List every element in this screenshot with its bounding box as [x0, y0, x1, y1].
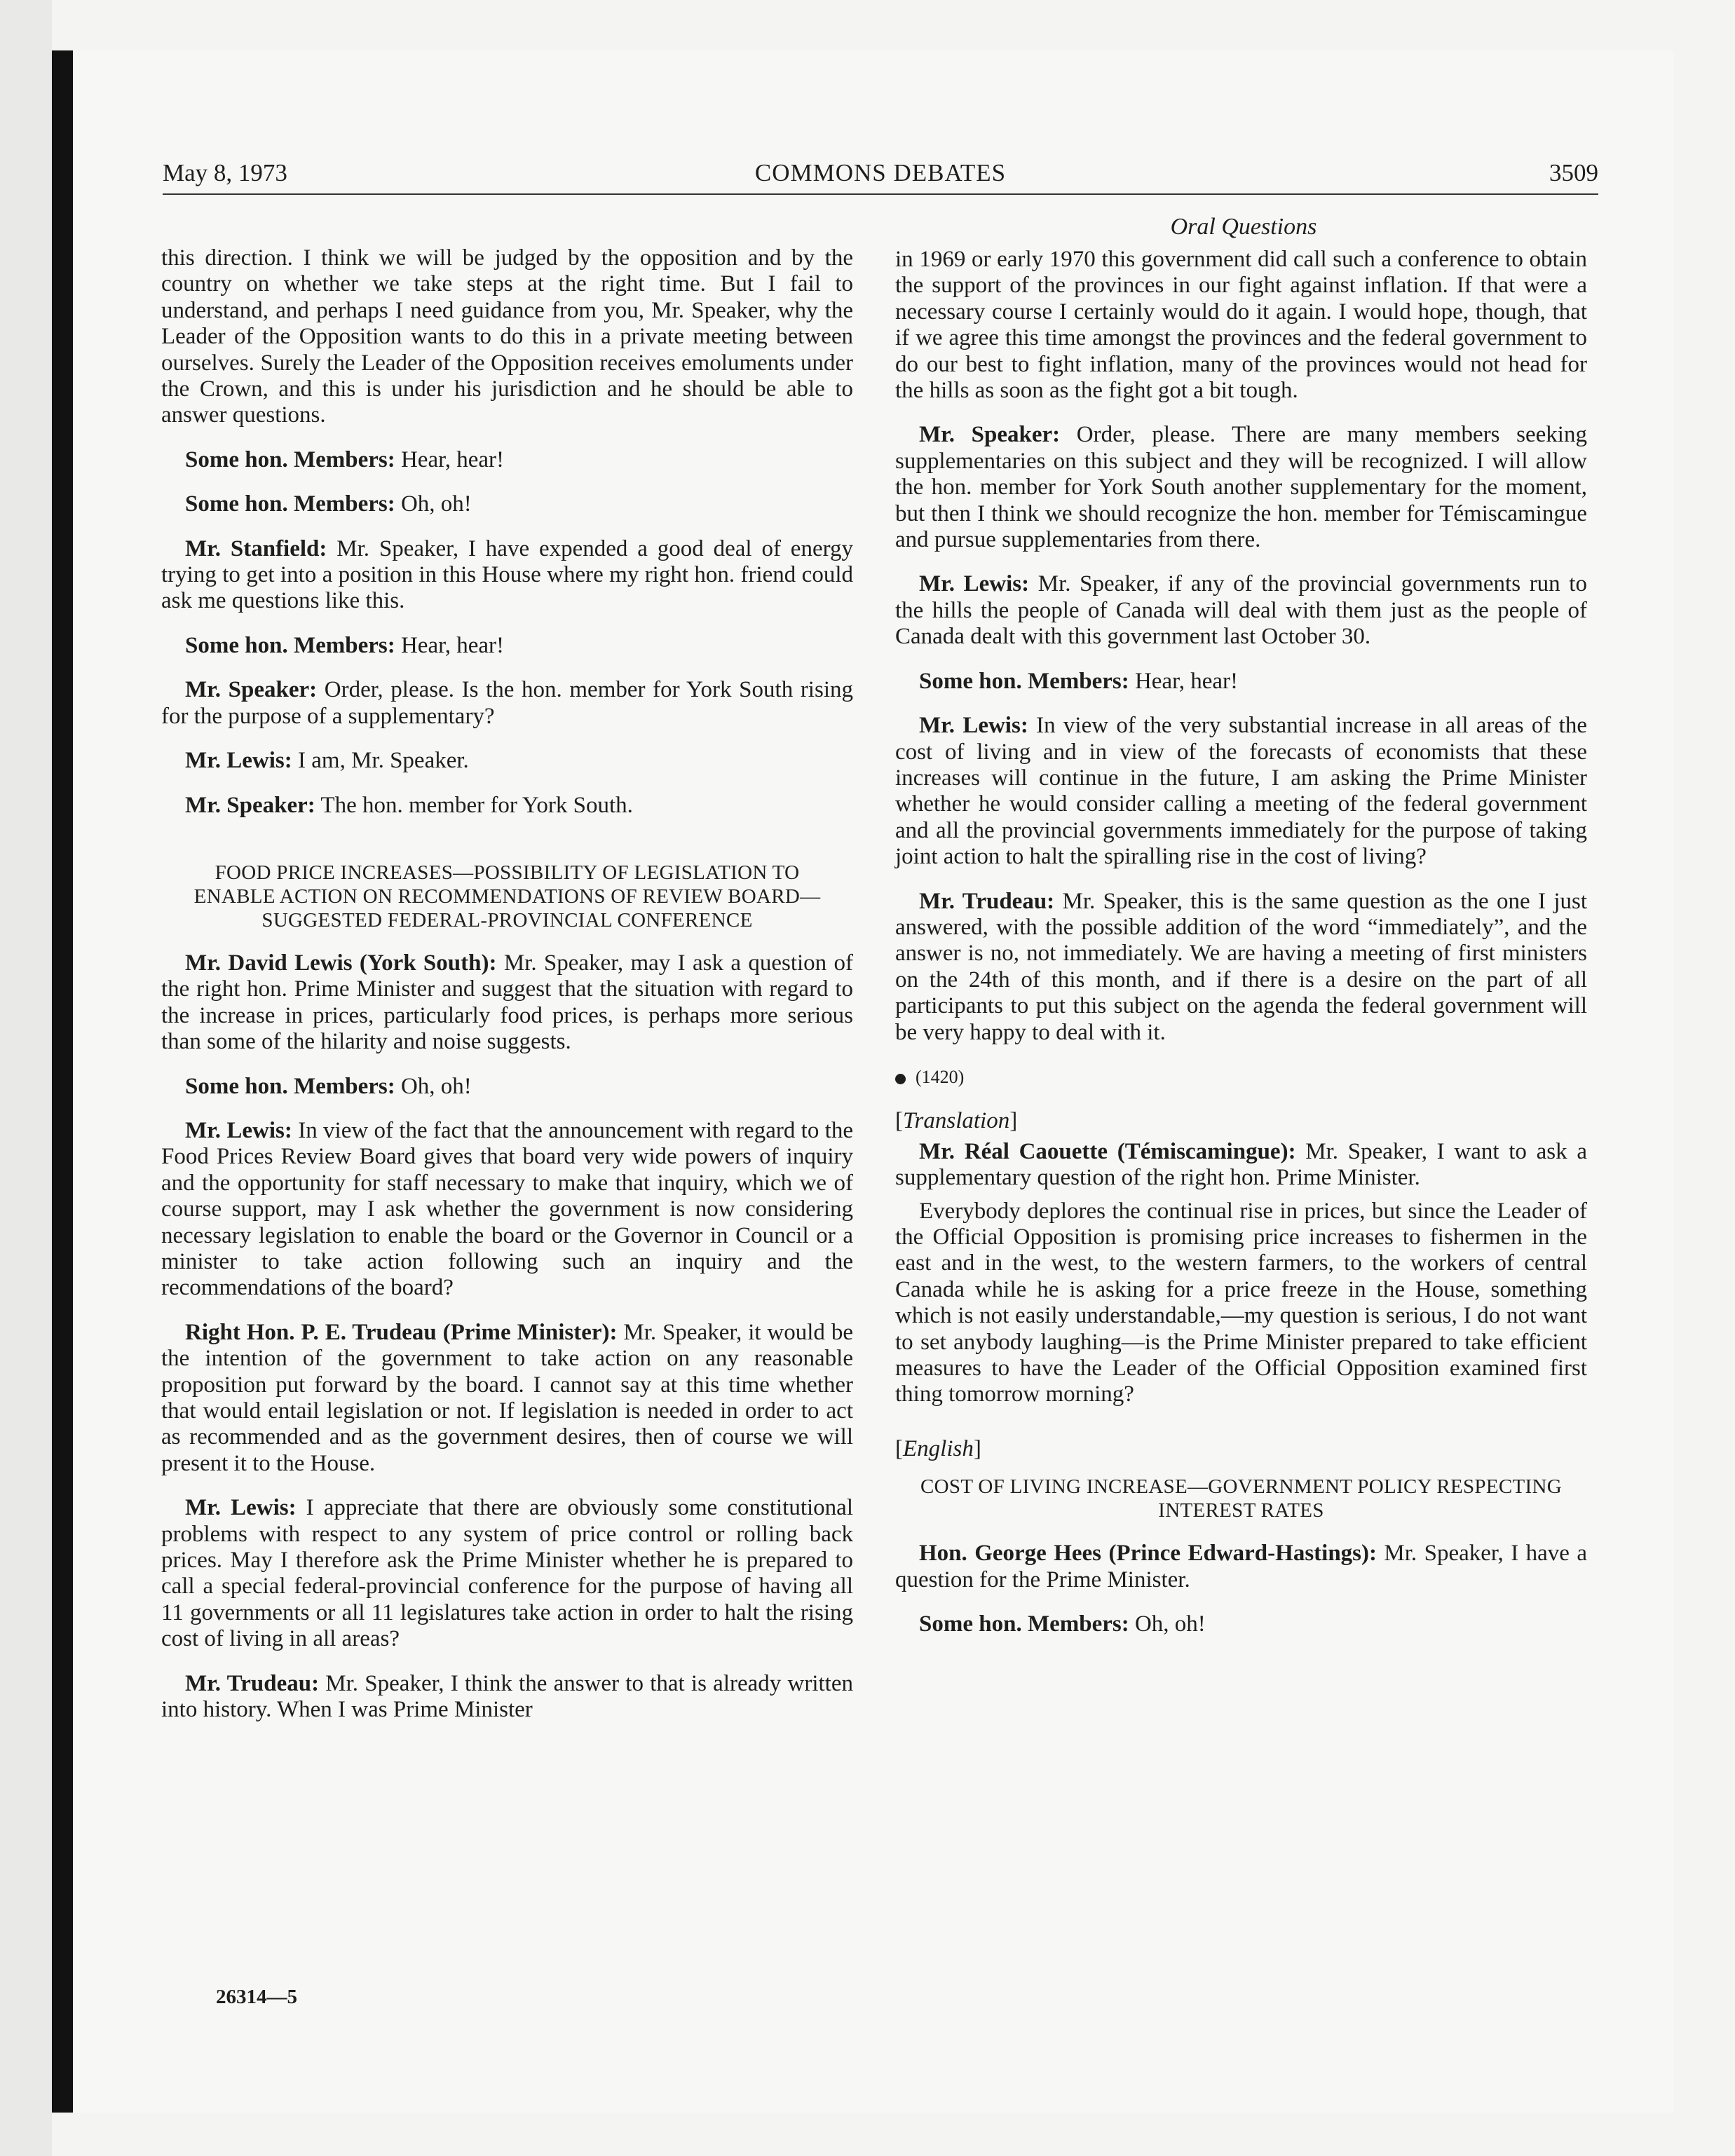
speech-text: Mr. Speaker, if any of the provincial governments run to the hills the people of Canada will deal with them just as the people of Canada dealt with this government last October 30. — [895, 571, 1587, 650]
translation-tag-text: Translation — [903, 1108, 1010, 1134]
speaker-name: Mr. Trudeau: — [185, 1670, 320, 1696]
left-column — [161, 245, 853, 1741]
bullet-dot-icon — [895, 1074, 906, 1084]
speaker-name: Mr. Speaker: — [919, 422, 1061, 448]
paragraph — [161, 1495, 853, 1652]
paragraph — [161, 1074, 853, 1100]
paragraph — [895, 1611, 1587, 1637]
speech-text: Oh, oh! — [395, 1073, 472, 1099]
header-page-number: 3509 — [1549, 159, 1598, 186]
paragraph — [161, 1320, 853, 1477]
speech-text: Mr. Speaker, this is the same question as the one I just answered, with the possible addition of the word “immediately”, and the answer is no, not immediately. We are having a meeting of first ministers on the 24th of this month, and if there is a desire on the part of all participants to put this subject on the agenda the federal government will be very happy to deal with it. — [895, 888, 1587, 1045]
speech-text: Mr. Speaker, I have a question for the Prime Minister. — [895, 1541, 1587, 1592]
paragraph: this direction. I think we will be judged by the opposition and by the country on whether we take steps at the right time. But I fail to understand, and perhaps I need guidance from you, Mr. Speaker, why the Leader of the Opposition wants to do this in a private meeting between ourselves. Surely the Leader of the Opposition receives emoluments under the Crown, and this is under his jurisdiction and he should be able to answer questions. — [161, 245, 853, 428]
speech-text: Mr. Speaker, I think the answer to that is already written into history. When I was Prime Minister — [161, 1670, 853, 1723]
speech-text: Mr. Speaker, I want to ask a supplementary question of the right hon. Prime Minister. — [895, 1138, 1587, 1191]
speaker-name: Mr. Speaker: — [185, 677, 318, 703]
speech-text: Mr. Speaker, it would be the intention of the government to take action on any reasonable proposition put forward by the board. I cannot say at this time whether that would entail legislation or not. If legislation is needed in order to act as recommended and as the government desires, then of course we will present it to the House. — [161, 1319, 853, 1476]
speech-text: Hear, hear! — [395, 632, 505, 658]
scan-binding-shadow — [52, 50, 73, 2113]
speaker-name: Some hon. Members: — [919, 1611, 1129, 1637]
paragraph: Everybody deplores the continual rise in prices, but since the Leader of the Official Opposition is promising price increases to fishermen in the east and in the west, to the western farmers, to the workers of central Canada while he is asking for a price freeze in the House, something which is not easily understandable,—my question is serious, I do not want to set anybody laughing—is the Prime Minister prepared to take efficient measures to have the Leader of the Official Opposition examined first thing tomorrow morning? — [895, 1198, 1587, 1407]
speech-text: I am, Mr. Speaker. — [292, 748, 469, 774]
speaker-name: Mr. Lewis: — [919, 713, 1028, 739]
paragraph — [895, 669, 1587, 695]
paragraph — [895, 713, 1587, 870]
section-heading: COST OF LIVING INCREASE—GOVERNMENT POLICY RESPECTING INTEREST RATES — [920, 1475, 1562, 1522]
paragraph — [161, 950, 853, 1056]
speaker-name: Some hon. Members: — [185, 1073, 395, 1099]
speaker-name: Mr. Lewis: — [185, 1495, 297, 1521]
paragraph — [161, 677, 853, 730]
speaker-name: Mr. Lewis: — [185, 1117, 292, 1143]
section-heading: FOOD PRICE INCREASES—POSSIBILITY OF LEGISLATION TO ENABLE ACTION ON RECOMMENDATIONS OF REVIEW BOARD—SUGGESTED FEDERAL-PROVINCIAL CONFERENCE — [193, 861, 821, 932]
speaker-name: Some hon. Members: — [919, 668, 1129, 694]
paragraph — [161, 1118, 853, 1302]
speaker-name: Some hon. Members: — [185, 632, 395, 658]
speaker-name: Mr. Trudeau: — [919, 888, 1055, 914]
translation-tag: [Translation] — [895, 1108, 1018, 1134]
paragraph — [161, 491, 853, 517]
speaker-name: Some hon. Members: — [185, 446, 395, 472]
speaker-name: Hon. George Hees (Prince Edward-Hastings): — [919, 1541, 1377, 1567]
speaker-name: Mr. Lewis: — [919, 571, 1030, 597]
speech-text: Mr. Speaker, I have expended a good deal of energy trying to get into a position in this House where my right hon. friend could ask me questions like this. — [161, 535, 853, 614]
speaker-name: Right Hon. P. E. Trudeau (Prime Minister): — [185, 1319, 618, 1345]
paragraph — [161, 536, 853, 615]
speaker-name: Mr. Speaker: — [185, 792, 315, 818]
speaker-name: Mr. David Lewis (York South): — [185, 950, 497, 976]
speech-text: Oh, oh! — [395, 491, 472, 517]
paragraph: in 1969 or early 1970 this government did call such a conference to obtain the support of the provinces in our fight against inflation. If that were a necessary course I certainly would do it again. I would hope, though, that if we agree this time amongst the provinces and the federal government to do our best to fight inflation, many of the provinces would not head for the hills as soon as the fight got a bit tough. — [895, 247, 1587, 404]
paragraph — [161, 1671, 853, 1724]
english-tag-text: English — [903, 1435, 974, 1461]
paragraph — [161, 748, 853, 774]
speech-text: Mr. Speaker, may I ask a question of the right hon. Prime Minister and suggest that the situation with regard to the increase in prices, particularly food prices, is perhaps more serious than some of the hilarity and noise suggests. — [161, 950, 853, 1055]
speech-text: The hon. member for York South. — [315, 792, 633, 818]
header-date: May 8, 1973 — [163, 159, 287, 186]
paragraph — [895, 422, 1587, 553]
speech-text: In view of the fact that the announcement with regard to the Food Prices Review Board gives that board very wide powers of inquiry and the opportunity for staff necessary to make that inquiry, which we of course support, may I ask whether the government is now considering necessary legislation to enable the board or the Governor in Council or a minister to take action following such an inquiry and the recommendations of the board? — [161, 1117, 853, 1301]
paragraph — [895, 571, 1587, 650]
speech-text: I appreciate that there are obviously some constitutional problems with respect to any system of price control or rolling back prices. May I therefore ask the Prime Minister whether he is prepared to call a special federal-provincial conference for the purpose of having all 11 governments or all 11 legislatures take action in order to halt the rising cost of living in all areas? — [161, 1495, 853, 1652]
running-title: Oral Questions — [1170, 214, 1317, 240]
paragraph — [895, 1541, 1587, 1593]
speaker-name: Mr. Lewis: — [185, 748, 292, 774]
header-publication: COMMONS DEBATES — [754, 159, 1007, 186]
speech-text: Order, please. There are many members seeking supplementaries on this subject and they will be recognized. I will allow the hon. member for York South another supplementary for the moment, but then I think we should recognize the hon. member for Témiscamingue and pursue supplementaries from there. — [895, 422, 1587, 553]
page-header — [163, 157, 1598, 195]
speaker-name: Mr. Stanfield: — [185, 535, 327, 561]
footer-code: 26314—5 — [216, 1986, 297, 2008]
scan-edge — [0, 0, 52, 2156]
paragraph — [895, 889, 1587, 1046]
paragraph — [161, 447, 853, 473]
time-marker — [895, 1064, 1587, 1090]
speech-text: Oh, oh! — [1129, 1611, 1206, 1637]
time-marker-text: (1420) — [916, 1066, 965, 1087]
speech-text: Hear, hear! — [395, 446, 505, 472]
speaker-name: Some hon. Members: — [185, 491, 395, 517]
speech-text: In view of the very substantial increase in all areas of the cost of living and in view of the forecasts of economists that these increases will continue in the future, I am asking the Prime Minister whether he would consider calling a meeting of the federal government and all the provincial governments immediately for the purpose of taking joint action to halt the spiralling rise in the cost of living? — [895, 713, 1587, 870]
speech-text: Order, please. Is the hon. member for York South rising for the purpose of a supplementary? — [161, 677, 853, 729]
paragraph — [161, 793, 853, 819]
paragraph — [895, 1139, 1587, 1192]
speaker-name: Mr. Réal Caouette (Témiscamingue): — [919, 1138, 1296, 1164]
speech-text: Hear, hear! — [1129, 668, 1239, 694]
right-column — [895, 247, 1587, 1656]
paragraph — [161, 633, 853, 659]
english-tag: [English] — [895, 1435, 981, 1461]
